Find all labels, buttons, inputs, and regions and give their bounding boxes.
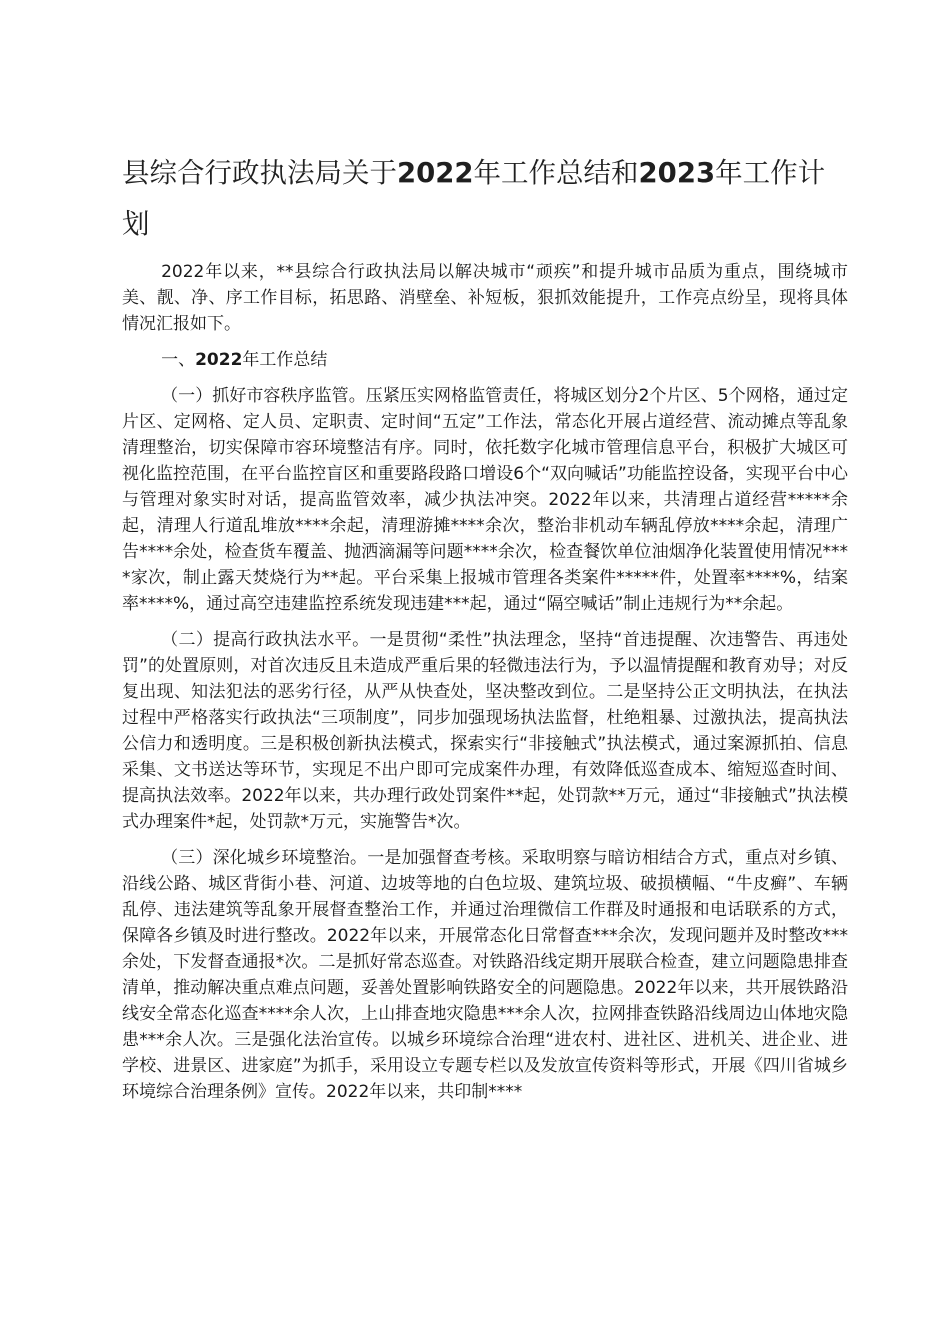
title-text-part3: 年工作计划 [122,157,826,240]
paragraph-urban-rural-environment: （三）深化城乡环境整治。一是加强督查考核。采取明察与暗访相结合方式，重点对乡镇、沿线公路、城区背街小巷、河道、边坡等地的白色垃圾、建筑垃圾、破损横幅、“牛皮癣”、车辆乱停、违法建筑等乱象开展督查整治工作，并通过治理微信工作群及时通报和电话联系的方式，保障各乡镇及时进行整改。2022年以来，开展常态化日常督查***余次，发现问题并及时整改***余处，下发督查通报*次。二是抓好常态巡查。对铁路沿线定期开展联合检查，建立问题隐患排查清单，推动解决重点难点问题，妥善处置影响铁路安全的问题隐患。2022年以来，共开展铁路沿线安全常态化巡查****余人次，上山排查地灾隐患***余人次，拉网排查铁路沿线周边山体地灾隐患***余人次。三是强化法治宣传。以城乡环境综合治理“进农村、进社区、进机关、进企业、进学校、进景区、进家庭”为抓手，采用设立专题专栏以及发放宣传资料等形式，开展《四川省城乡环境综合治理条例》宣传。2022年以来，共印制**** [122,848,848,1102]
section-heading-year: 2022 [195,350,243,370]
paragraph-market-order-supervision: （一）抓好市容秩序监管。压紧压实网格监管责任，将城区划分2个片区、5个网格，通过定片区、定网格、定人员、定职责、定时间“五定”工作法，常态化开展占道经营、流动摊点等乱象清理整治，切实保障市容环境整洁有序。同时，依托数字化城市管理信息平台，积极扩大城区可视化监控范围，在平台监控盲区和重要路段路口增设6个“双向喊话”功能监控设备，实现平台中心与管理对象实时对话，提高监管效率，减少执法冲突。2022年以来，共清理占道经营*****余起，清理人行道乱堆放****余起，清理游摊****余次，整治非机动车辆乱停放****余起，清理广告****余处，检查货车覆盖、抛洒滴漏等问题****余次，检查餐饮单位油烟净化装置使用情况****家次，制止露天焚烧行为**起。平台采集上报城市管理各类案件*****件，处置率****%，结案率****%，通过高空违建监控系统发现违建***起，通过“隔空喊话”制止违规行为**余起。 [122,386,848,614]
document-body [122,259,848,1105]
section-heading-prefix: 一、 [161,350,196,370]
document-title [122,148,842,250]
section-heading-suffix: 年工作总结 [242,350,328,370]
paragraph-law-enforcement-level: （二）提高行政执法水平。一是贯彻“柔性”执法理念，坚持“首违提醒、次违警告、再违处罚”的处置原则，对首次违反且未造成严重后果的轻微违法行为，予以温情提醒和教育劝导；对反复出现、知法犯法的恶劣行径，从严从快查处，坚决整改到位。二是坚持公正文明执法，在执法过程中严格落实行政执法“三项制度”，同步加强现场执法监督，杜绝粗暴、过激执法，提高执法公信力和透明度。三是积极创新执法模式，探索实行“非接触式”执法模式，通过案源抓拍、信息采集、文书送达等环节，实现足不出户即可完成案件办理，有效降低巡查成本、缩短巡查时间、提高执法效率。2022年以来，共办理行政处罚案件**起，处罚款**万元，通过“非接触式”执法模式办理案件*起，处罚款*万元，实施警告*次。 [122,630,848,832]
section-heading-2022-summary [122,347,848,373]
intro-paragraph: 2022年以来，**县综合行政执法局以解决城市“顽疾”和提升城市品质为重点，围绕城市美、靓、净、序工作目标，拓思路、消壁垒、补短板，狠抓效能提升，工作亮点纷呈，现将具体情况汇报如下。 [122,262,848,334]
title-text-part1: 县综合行政执法局关于 [122,157,397,189]
title-year-2022: 2022 [397,157,474,189]
title-year-2023: 2023 [638,157,716,189]
title-text-part2: 年工作总结和 [473,157,639,189]
